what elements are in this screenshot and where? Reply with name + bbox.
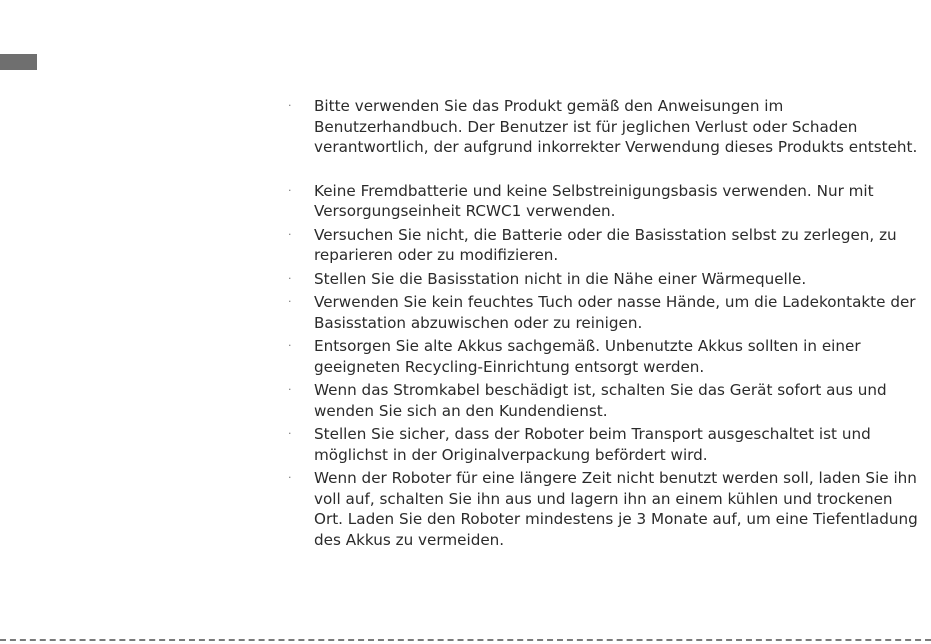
bullet-icon: ·	[288, 271, 292, 285]
list-item-text: Keine Fremdbatterie und keine Selbstreinigungsbasis verwenden. Nur mit Versorgungseinheit RCWC1 verwenden.	[314, 181, 874, 220]
list-item-text: Entsorgen Sie alte Akkus sachgemäß. Unbenutzte Akkus sollten in einer geeigneten Recycling-Einrichtung entsorgt werden.	[314, 337, 861, 376]
list-item	[288, 468, 924, 550]
safety-instructions-list	[288, 96, 924, 553]
bullet-icon: ·	[288, 471, 292, 484]
list-item-text: Verwenden Sie kein feuchtes Tuch oder nasse Hände, um die Ladekontakte der Basisstation abzuwischen oder zu reinigen.	[314, 293, 916, 332]
list-item	[288, 292, 924, 333]
bullet-icon: ·	[288, 227, 292, 241]
list-item	[288, 336, 924, 377]
list-item-text: Stellen Sie die Basisstation nicht in die Nähe einer Wärmequelle.	[314, 269, 807, 288]
bullet-icon: ·	[288, 339, 292, 352]
list-item	[288, 380, 924, 421]
list-item-text: Versuchen Sie nicht, die Batterie oder die Basisstation selbst zu zerlegen, zu reparieren oder zu modifizieren.	[314, 225, 897, 264]
bullet-icon: ·	[288, 427, 292, 440]
bullet-icon: ·	[288, 383, 292, 396]
list-item-text: Wenn das Stromkabel beschädigt ist, schalten Sie das Gerät sofort aus und wenden Sie sich an den Kundendienst.	[314, 381, 887, 420]
section-marker	[0, 54, 37, 70]
list-item-text: Stellen Sie sicher, dass der Roboter beim Transport ausgeschaltet ist und möglichst in der Originalverpackung befördert wird.	[314, 425, 871, 464]
list-item-text: Bitte verwenden Sie das Produkt gemäß den Anweisungen im Benutzerhandbuch. Der Benutzer ist für jeglichen Verlust oder Schaden verantwortlich, der aufgrund inkorrekter Verwendung dieses Produkts entsteht.	[314, 97, 918, 156]
list-item	[288, 225, 924, 266]
list-item-text: Wenn der Roboter für eine längere Zeit nicht benutzt werden soll, laden Sie ihn voll auf, schalten Sie ihn aus und lagern ihn an einem kühlen und trockenen Ort. Laden Sie den Roboter mindestens je 3 Monate auf, um eine Tiefentladung des Akkus zu vermeiden.	[314, 469, 918, 549]
list-item	[288, 181, 924, 222]
bullet-icon: ·	[288, 183, 292, 197]
list-item	[288, 424, 924, 465]
list-item	[288, 96, 924, 158]
list-item	[288, 269, 924, 290]
page-bottom-divider	[0, 639, 931, 641]
bullet-icon: ·	[288, 99, 292, 112]
bullet-icon: ·	[288, 295, 292, 308]
